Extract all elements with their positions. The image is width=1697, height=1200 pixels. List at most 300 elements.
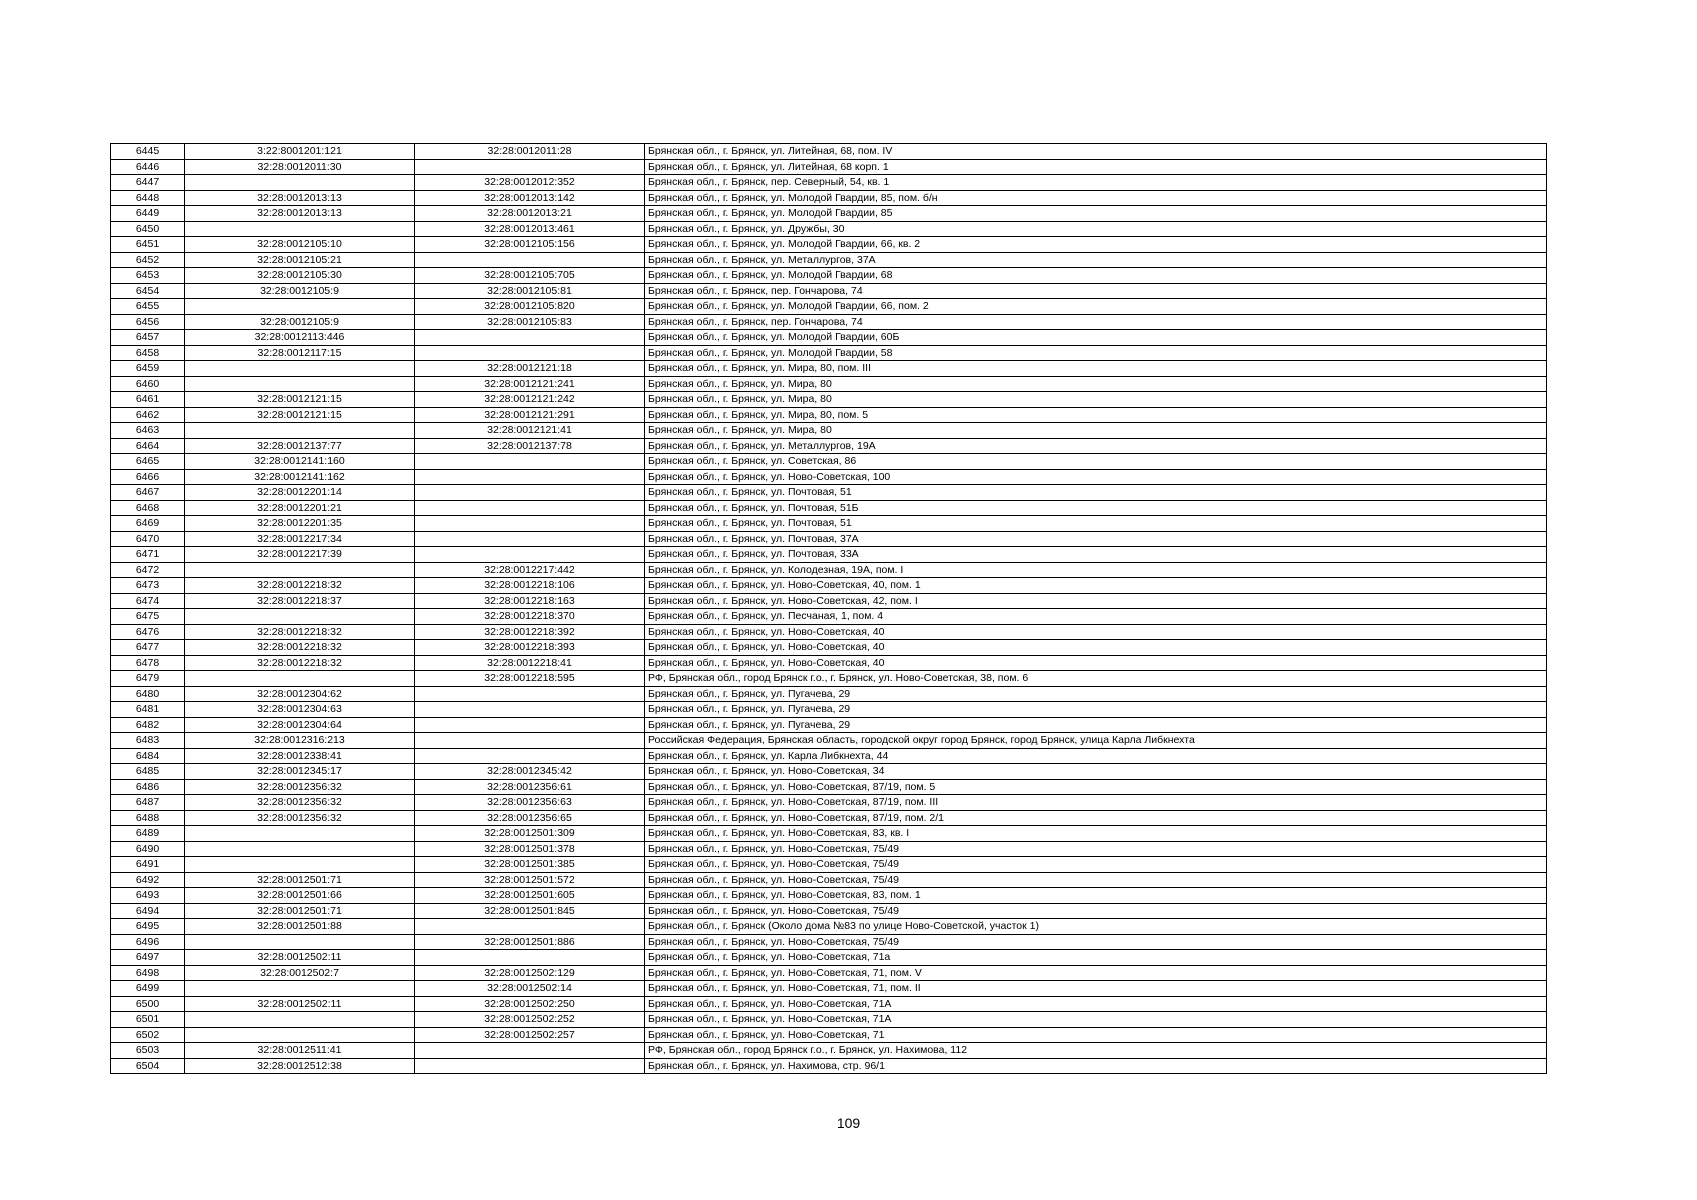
address-cell: Брянская обл., г. Брянск, ул. Литейная, 68, пом. IV [645,144,1547,160]
row-number-cell: 6481 [111,702,185,718]
object-cadastral-number-cell: 32:28:0012502:257 [415,1027,645,1043]
object-cadastral-number-cell: 32:28:0012501:378 [415,841,645,857]
table-row [111,516,1547,532]
object-cadastral-number-cell [415,485,645,501]
land-cadastral-number-cell: 32:28:0012502:11 [185,950,415,966]
land-cadastral-number-cell: 32:28:0012201:14 [185,485,415,501]
table-row [111,934,1547,950]
table-row [111,609,1547,625]
land-cadastral-number-cell: 32:28:0012141:162 [185,469,415,485]
address-cell: Брянская обл., г. Брянск, ул. Пугачева, 29 [645,702,1547,718]
object-cadastral-number-cell [415,686,645,702]
address-cell: Брянская обл., г. Брянск, ул. Ново-Советская, 42, пом. I [645,593,1547,609]
table-row [111,702,1547,718]
land-cadastral-number-cell: 32:28:0012501:71 [185,903,415,919]
land-cadastral-number-cell [185,841,415,857]
object-cadastral-number-cell: 32:28:0012502:252 [415,1012,645,1028]
address-cell: Брянская обл., г. Брянск, ул. Ново-Советская, 83, пом. 1 [645,888,1547,904]
row-number-cell: 6450 [111,221,185,237]
table-row [111,888,1547,904]
address-cell: Брянская обл., г. Брянск, ул. Мира, 80, пом. III [645,361,1547,377]
row-number-cell: 6469 [111,516,185,532]
address-cell: Российская Федерация, Брянская область, городской округ город Брянск, город Брянск, улица Карла Либкнехта [645,733,1547,749]
row-number-cell: 6502 [111,1027,185,1043]
address-cell: Брянская обл., г. Брянск, ул. Ново-Советская, 75/49 [645,857,1547,873]
table-row [111,268,1547,284]
row-number-cell: 6487 [111,795,185,811]
land-cadastral-number-cell: 32:28:0012201:21 [185,500,415,516]
table-row [111,237,1547,253]
object-cadastral-number-cell: 32:28:0012218:163 [415,593,645,609]
row-number-cell: 6467 [111,485,185,501]
address-cell: Брянская обл., г. Брянск, ул. Мира, 80 [645,423,1547,439]
land-cadastral-number-cell: 32:28:0012218:32 [185,578,415,594]
table-row [111,314,1547,330]
address-cell: Брянская обл., г. Брянск, ул. Ново-Советская, 40, пом. 1 [645,578,1547,594]
address-cell: Брянская обл., г. Брянск, ул. Ново-Советская, 75/49 [645,903,1547,919]
table-row [111,547,1547,563]
object-cadastral-number-cell [415,516,645,532]
address-cell: Брянская обл., г. Брянск, ул. Металлургов, 37А [645,252,1547,268]
row-number-cell: 6453 [111,268,185,284]
table-row [111,330,1547,346]
table-row [111,175,1547,191]
object-cadastral-number-cell [415,159,645,175]
row-number-cell: 6497 [111,950,185,966]
address-cell: РФ, Брянская обл., город Брянск г.о., г. Брянск, ул. Ново-Советская, 38, пом. 6 [645,671,1547,687]
table-row [111,562,1547,578]
land-cadastral-number-cell [185,376,415,392]
address-cell: Брянская обл., г. Брянск, пер. Гончарова, 74 [645,283,1547,299]
land-cadastral-number-cell [185,1012,415,1028]
table-row [111,392,1547,408]
table-row [111,531,1547,547]
table-row [111,485,1547,501]
object-cadastral-number-cell: 32:28:0012121:291 [415,407,645,423]
object-cadastral-number-cell [415,733,645,749]
land-cadastral-number-cell [185,562,415,578]
row-number-cell: 6466 [111,469,185,485]
land-cadastral-number-cell: 32:28:0012113:446 [185,330,415,346]
land-cadastral-number-cell: 32:28:0012105:10 [185,237,415,253]
table-row [111,252,1547,268]
table-row [111,1058,1547,1074]
object-cadastral-number-cell: 32:28:0012218:392 [415,624,645,640]
land-cadastral-number-cell: 32:28:0012217:39 [185,547,415,563]
table-row [111,950,1547,966]
land-cadastral-number-cell [185,361,415,377]
table-row [111,903,1547,919]
address-cell: Брянская обл., г. Брянск, ул. Ново-Советская, 75/49 [645,872,1547,888]
table-row [111,919,1547,935]
land-cadastral-number-cell: 32:28:0012356:32 [185,779,415,795]
land-cadastral-number-cell [185,221,415,237]
table-row [111,981,1547,997]
table-row [111,500,1547,516]
object-cadastral-number-cell: 32:28:0012345:42 [415,764,645,780]
object-cadastral-number-cell: 32:28:0012218:393 [415,640,645,656]
object-cadastral-number-cell: 32:28:0012105:705 [415,268,645,284]
object-cadastral-number-cell: 32:28:0012501:385 [415,857,645,873]
address-cell: Брянская обл., г. Брянск, ул. Ново-Советская, 71а [645,950,1547,966]
object-cadastral-number-cell: 32:28:0012121:18 [415,361,645,377]
land-cadastral-number-cell [185,299,415,315]
address-cell: Брянская обл., г. Брянск, ул. Ново-Советская, 87/19, пом. III [645,795,1547,811]
row-number-cell: 6462 [111,407,185,423]
row-number-cell: 6500 [111,996,185,1012]
row-number-cell: 6449 [111,206,185,222]
address-cell: Брянская обл., г. Брянск, ул. Ново-Советская, 75/49 [645,934,1547,950]
table-row [111,345,1547,361]
land-cadastral-number-cell: 32:28:0012141:160 [185,454,415,470]
land-cadastral-number-cell: 32:28:0012304:64 [185,717,415,733]
row-number-cell: 6464 [111,438,185,454]
row-number-cell: 6498 [111,965,185,981]
land-cadastral-number-cell [185,671,415,687]
land-cadastral-number-cell: 32:28:0012013:13 [185,206,415,222]
address-cell: Брянская обл., г. Брянск, ул. Ново-Советская, 40 [645,640,1547,656]
table-row [111,469,1547,485]
address-cell: Брянская обл., г. Брянск, ул. Молодой Гвардии, 58 [645,345,1547,361]
object-cadastral-number-cell: 32:28:0012356:65 [415,810,645,826]
table-row [111,857,1547,873]
table-row [111,438,1547,454]
table-row [111,748,1547,764]
object-cadastral-number-cell: 32:28:0012013:142 [415,190,645,206]
land-cadastral-number-cell: 32:28:0012512:38 [185,1058,415,1074]
land-cadastral-number-cell [185,175,415,191]
object-cadastral-number-cell: 32:28:0012013:21 [415,206,645,222]
table-row [111,996,1547,1012]
row-number-cell: 6461 [111,392,185,408]
object-cadastral-number-cell: 32:28:0012502:129 [415,965,645,981]
land-cadastral-number-cell: 32:28:0012316:213 [185,733,415,749]
address-cell: Брянская обл., г. Брянск, ул. Ново-Советская, 100 [645,469,1547,485]
land-cadastral-number-cell: 32:28:0012201:35 [185,516,415,532]
table-row [111,221,1547,237]
address-cell: Брянская обл., г. Брянск, ул. Молодой Гвардии, 66, кв. 2 [645,237,1547,253]
row-number-cell: 6488 [111,810,185,826]
table-row [111,190,1547,206]
address-cell: РФ, Брянская обл., город Брянск г.о., г. Брянск, ул. Нахимова, 112 [645,1043,1547,1059]
object-cadastral-number-cell: 32:28:0012217:442 [415,562,645,578]
table-row [111,795,1547,811]
table-row [111,206,1547,222]
object-cadastral-number-cell [415,1058,645,1074]
row-number-cell: 6478 [111,655,185,671]
row-number-cell: 6480 [111,686,185,702]
object-cadastral-number-cell [415,919,645,935]
address-cell: Брянская обл., г. Брянск, ул. Ново-Советская, 40 [645,624,1547,640]
address-cell: Брянская обл., г. Брянск, ул. Молодой Гвардии, 60Б [645,330,1547,346]
object-cadastral-number-cell [415,469,645,485]
land-cadastral-number-cell: 32:28:0012502:7 [185,965,415,981]
row-number-cell: 6490 [111,841,185,857]
row-number-cell: 6473 [111,578,185,594]
row-number-cell: 6446 [111,159,185,175]
land-cadastral-number-cell: 32:28:0012502:11 [185,996,415,1012]
table-row [111,810,1547,826]
table-row [111,578,1547,594]
row-number-cell: 6495 [111,919,185,935]
row-number-cell: 6479 [111,671,185,687]
row-number-cell: 6472 [111,562,185,578]
address-cell: Брянская обл., г. Брянск, ул. Ново-Советская, 40 [645,655,1547,671]
land-cadastral-number-cell: 32:28:0012218:32 [185,640,415,656]
row-number-cell: 6501 [111,1012,185,1028]
table-row [111,144,1547,160]
address-cell: Брянская обл., г. Брянск (Около дома №83 по улице Ново-Советской, участок 1) [645,919,1547,935]
land-cadastral-number-cell: 32:28:0012105:30 [185,268,415,284]
address-cell: Брянская обл., г. Брянск, ул. Дружбы, 30 [645,221,1547,237]
object-cadastral-number-cell: 32:28:0012011:28 [415,144,645,160]
registry-table-body [111,144,1547,1074]
row-number-cell: 6456 [111,314,185,330]
object-cadastral-number-cell: 32:28:0012137:78 [415,438,645,454]
row-number-cell: 6494 [111,903,185,919]
table-row [111,655,1547,671]
object-cadastral-number-cell: 32:28:0012501:309 [415,826,645,842]
table-row [111,764,1547,780]
table-row [111,454,1547,470]
object-cadastral-number-cell [415,531,645,547]
row-number-cell: 6486 [111,779,185,795]
table-row [111,1027,1547,1043]
object-cadastral-number-cell [415,1043,645,1059]
row-number-cell: 6482 [111,717,185,733]
land-cadastral-number-cell [185,934,415,950]
land-cadastral-number-cell: 32:28:0012121:15 [185,407,415,423]
address-cell: Брянская обл., г. Брянск, ул. Почтовая, 51 [645,516,1547,532]
address-cell: Брянская обл., г. Брянск, ул. Ново-Советская, 71, пом. II [645,981,1547,997]
object-cadastral-number-cell [415,500,645,516]
object-cadastral-number-cell: 32:28:0012121:242 [415,392,645,408]
land-cadastral-number-cell: 32:28:0012218:37 [185,593,415,609]
object-cadastral-number-cell [415,748,645,764]
land-cadastral-number-cell: 32:28:0012105:21 [185,252,415,268]
table-row [111,826,1547,842]
address-cell: Брянская обл., г. Брянск, ул. Колодезная, 19А, пом. I [645,562,1547,578]
object-cadastral-number-cell: 32:28:0012105:820 [415,299,645,315]
object-cadastral-number-cell: 32:28:0012121:241 [415,376,645,392]
object-cadastral-number-cell: 32:28:0012218:41 [415,655,645,671]
address-cell: Брянская обл., г. Брянск, ул. Ново-Советская, 71А [645,996,1547,1012]
row-number-cell: 6474 [111,593,185,609]
land-cadastral-number-cell [185,857,415,873]
table-row [111,593,1547,609]
object-cadastral-number-cell [415,717,645,733]
table-row [111,965,1547,981]
object-cadastral-number-cell: 32:28:0012012:352 [415,175,645,191]
row-number-cell: 6459 [111,361,185,377]
table-row [111,671,1547,687]
address-cell: Брянская обл., г. Брянск, ул. Литейная, 68 корп. 1 [645,159,1547,175]
row-number-cell: 6503 [111,1043,185,1059]
land-cadastral-number-cell [185,1027,415,1043]
object-cadastral-number-cell: 32:28:0012502:250 [415,996,645,1012]
table-row [111,717,1547,733]
address-cell: Брянская обл., г. Брянск, ул. Ново-Советская, 87/19, пом. 5 [645,779,1547,795]
land-cadastral-number-cell: 32:28:0012105:9 [185,283,415,299]
object-cadastral-number-cell: 32:28:0012356:63 [415,795,645,811]
land-cadastral-number-cell: 32:28:0012304:63 [185,702,415,718]
table-row [111,283,1547,299]
row-number-cell: 6491 [111,857,185,873]
land-cadastral-number-cell: 3:22:8001201:121 [185,144,415,160]
address-cell: Брянская обл., г. Брянск, пер. Северный, 54, кв. 1 [645,175,1547,191]
object-cadastral-number-cell: 32:28:0012502:14 [415,981,645,997]
row-number-cell: 6484 [111,748,185,764]
object-cadastral-number-cell [415,345,645,361]
address-cell: Брянская обл., г. Брянск, ул. Ново-Советская, 71 [645,1027,1547,1043]
land-cadastral-number-cell: 32:28:0012013:13 [185,190,415,206]
land-cadastral-number-cell: 32:28:0012137:77 [185,438,415,454]
address-cell: Брянская обл., г. Брянск, ул. Металлургов, 19А [645,438,1547,454]
row-number-cell: 6448 [111,190,185,206]
table-row [111,640,1547,656]
object-cadastral-number-cell: 32:28:0012105:83 [415,314,645,330]
land-cadastral-number-cell: 32:28:0012356:32 [185,795,415,811]
address-cell: Брянская обл., г. Брянск, ул. Ново-Советская, 71А [645,1012,1547,1028]
registry-table [110,143,1547,1074]
table-row [111,1043,1547,1059]
land-cadastral-number-cell: 32:28:0012501:71 [185,872,415,888]
row-number-cell: 6465 [111,454,185,470]
land-cadastral-number-cell: 32:28:0012338:41 [185,748,415,764]
object-cadastral-number-cell: 32:28:0012218:370 [415,609,645,625]
object-cadastral-number-cell: 32:28:0012105:156 [415,237,645,253]
table-row [111,423,1547,439]
land-cadastral-number-cell [185,609,415,625]
table-row [111,407,1547,423]
land-cadastral-number-cell: 32:28:0012304:62 [185,686,415,702]
object-cadastral-number-cell [415,454,645,470]
address-cell: Брянская обл., г. Брянск, пер. Гончарова, 74 [645,314,1547,330]
row-number-cell: 6492 [111,872,185,888]
address-cell: Брянская обл., г. Брянск, ул. Молодой Гвардии, 68 [645,268,1547,284]
row-number-cell: 6476 [111,624,185,640]
address-cell: Брянская обл., г. Брянск, ул. Ново-Советская, 75/49 [645,841,1547,857]
row-number-cell: 6451 [111,237,185,253]
table-row [111,872,1547,888]
row-number-cell: 6477 [111,640,185,656]
address-cell: Брянская обл., г. Брянск, ул. Молодой Гвардии, 85, пом. б/н [645,190,1547,206]
land-cadastral-number-cell: 32:28:0012218:32 [185,624,415,640]
land-cadastral-number-cell: 32:28:0012501:88 [185,919,415,935]
address-cell: Брянская обл., г. Брянск, ул. Карла Либкнехта, 44 [645,748,1547,764]
land-cadastral-number-cell [185,423,415,439]
land-cadastral-number-cell: 32:28:0012356:32 [185,810,415,826]
page-number: 109 [836,1115,861,1131]
row-number-cell: 6468 [111,500,185,516]
row-number-cell: 6463 [111,423,185,439]
address-cell: Брянская обл., г. Брянск, ул. Ново-Советская, 87/19, пом. 2/1 [645,810,1547,826]
object-cadastral-number-cell: 32:28:0012501:605 [415,888,645,904]
table-row [111,1012,1547,1028]
address-cell: Брянская обл., г. Брянск, ул. Мира, 80 [645,392,1547,408]
table-row [111,686,1547,702]
address-cell: Брянская обл., г. Брянск, ул. Ново-Советская, 83, кв. I [645,826,1547,842]
row-number-cell: 6471 [111,547,185,563]
land-cadastral-number-cell: 32:28:0012117:15 [185,345,415,361]
row-number-cell: 6483 [111,733,185,749]
object-cadastral-number-cell: 32:28:0012121:41 [415,423,645,439]
address-cell: Брянская обл., г. Брянск, ул. Молодой Гвардии, 85 [645,206,1547,222]
address-cell: Брянская обл., г. Брянск, ул. Ново-Советская, 71, пом. V [645,965,1547,981]
object-cadastral-number-cell: 32:28:0012013:461 [415,221,645,237]
object-cadastral-number-cell: 32:28:0012501:886 [415,934,645,950]
land-cadastral-number-cell [185,981,415,997]
row-number-cell: 6485 [111,764,185,780]
address-cell: Брянская обл., г. Брянск, ул. Мира, 80, пом. 5 [645,407,1547,423]
object-cadastral-number-cell [415,702,645,718]
object-cadastral-number-cell: 32:28:0012218:595 [415,671,645,687]
address-cell: Брянская обл., г. Брянск, ул. Советская, 86 [645,454,1547,470]
object-cadastral-number-cell: 32:28:0012356:61 [415,779,645,795]
row-number-cell: 6460 [111,376,185,392]
object-cadastral-number-cell: 32:28:0012218:106 [415,578,645,594]
address-cell: Брянская обл., г. Брянск, ул. Пугачева, 29 [645,686,1547,702]
table-row [111,361,1547,377]
land-cadastral-number-cell: 32:28:0012011:30 [185,159,415,175]
address-cell: Брянская обл., г. Брянск, ул. Ново-Советская, 34 [645,764,1547,780]
row-number-cell: 6455 [111,299,185,315]
table-row [111,733,1547,749]
land-cadastral-number-cell: 32:28:0012217:34 [185,531,415,547]
row-number-cell: 6458 [111,345,185,361]
object-cadastral-number-cell: 32:28:0012105:81 [415,283,645,299]
object-cadastral-number-cell [415,330,645,346]
row-number-cell: 6457 [111,330,185,346]
row-number-cell: 6496 [111,934,185,950]
address-cell: Брянская обл., г. Брянск, ул. Почтовая, 33А [645,547,1547,563]
object-cadastral-number-cell [415,950,645,966]
table-row [111,159,1547,175]
table-row [111,779,1547,795]
row-number-cell: 6452 [111,252,185,268]
land-cadastral-number-cell: 32:28:0012511:41 [185,1043,415,1059]
address-cell: Брянская обл., г. Брянск, ул. Почтовая, 51Б [645,500,1547,516]
table-row [111,624,1547,640]
land-cadastral-number-cell: 32:28:0012501:66 [185,888,415,904]
object-cadastral-number-cell: 32:28:0012501:572 [415,872,645,888]
table-row [111,376,1547,392]
land-cadastral-number-cell: 32:28:0012218:32 [185,655,415,671]
table-row [111,841,1547,857]
address-cell: Брянская обл., г. Брянск, ул. Почтовая, 51 [645,485,1547,501]
row-number-cell: 6470 [111,531,185,547]
row-number-cell: 6493 [111,888,185,904]
address-cell: Брянская обл., г. Брянск, ул. Молодой Гвардии, 66, пом. 2 [645,299,1547,315]
row-number-cell: 6445 [111,144,185,160]
address-cell: Брянская обл., г. Брянск, ул. Нахимова, стр. 96/1 [645,1058,1547,1074]
object-cadastral-number-cell: 32:28:0012501:845 [415,903,645,919]
object-cadastral-number-cell [415,547,645,563]
address-cell: Брянская обл., г. Брянск, ул. Мира, 80 [645,376,1547,392]
row-number-cell: 6454 [111,283,185,299]
address-cell: Брянская обл., г. Брянск, ул. Песчаная, 1, пом. 4 [645,609,1547,625]
land-cadastral-number-cell [185,826,415,842]
address-cell: Брянская обл., г. Брянск, ул. Почтовая, 37А [645,531,1547,547]
row-number-cell: 6475 [111,609,185,625]
row-number-cell: 6504 [111,1058,185,1074]
row-number-cell: 6489 [111,826,185,842]
land-cadastral-number-cell: 32:28:0012105:9 [185,314,415,330]
land-cadastral-number-cell: 32:28:0012121:15 [185,392,415,408]
object-cadastral-number-cell [415,252,645,268]
row-number-cell: 6447 [111,175,185,191]
row-number-cell: 6499 [111,981,185,997]
